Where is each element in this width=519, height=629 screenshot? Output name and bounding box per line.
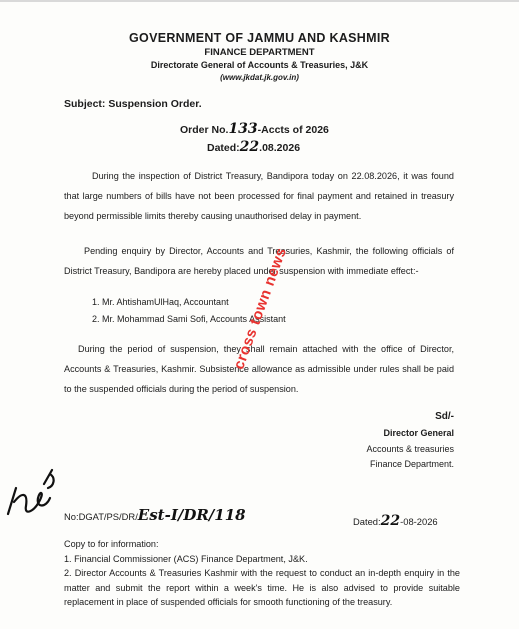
paragraph-attachment: During the period of suspension, they shall remain attached with the office of Director, Accounts & Treasuries, Kashmir. Subsistence allowance as admissible under rules shall be paid to the suspended officials during the period of suspension. xyxy=(64,344,454,394)
handwritten-dated-day: 22 xyxy=(380,513,401,529)
subject-line: Subject: Suspension Order. xyxy=(64,98,202,110)
reference-number: No:DGAT/PS/DR/Est-I/DR/118 xyxy=(64,506,246,524)
handwritten-order-day: 22 xyxy=(239,139,260,155)
copy-heading: Copy to for information: xyxy=(64,539,159,549)
signature-line-2: Accounts & treasuries xyxy=(366,444,454,454)
order-block xyxy=(180,121,380,157)
handwritten-order-number: 133 xyxy=(228,121,258,137)
list-item: 2. Mr. Mohammad Sami Sofi, Accounts Assistant xyxy=(92,314,286,324)
watermark-text: cross town news xyxy=(230,245,291,372)
department-heading: FINANCE DEPARTMENT xyxy=(204,47,315,58)
directorate-heading: Directorate General of Accounts & Treasuries, J&K xyxy=(150,60,369,70)
copy-item: 2. Director Accounts & Treasuries Kashmir with the request to conduct an in-depth enquiry in the matter and submit the report within a week's time. He is also advised to provide suitable replacement in place of suspended officials for smooth functioning of the treasury. xyxy=(64,568,460,607)
government-heading: GOVERNMENT OF JAMMU AND KASHMIR xyxy=(129,31,390,45)
signature-title: Director General xyxy=(383,428,454,438)
top-border xyxy=(0,0,519,2)
dated-bottom: Dated:22-08-2026 xyxy=(353,513,438,529)
order-number-line: Order No.133-Accts of 2026 xyxy=(180,121,329,137)
paragraph-suspension: Pending enquiry by Director, Accounts and Treasuries, Kashmir, the following officials of District Treasury, Bandipora are hereby placed under suspension with immediate effect:- xyxy=(64,246,454,276)
website-text: (www.jkdat.jk.gov.in) xyxy=(220,73,299,82)
copy-section xyxy=(64,537,460,610)
list-item: 1. Mr. AhtishamUlHaq, Accountant xyxy=(92,297,229,307)
signature-line-3: Finance Department. xyxy=(369,459,454,469)
order-date-line: Dated:22.08.2026 xyxy=(207,139,301,155)
copy-item: 1. Financial Commissioner (ACS) Finance Department, J&K. xyxy=(64,553,308,564)
paragraph-inspection: During the inspection of District Treasury, Bandipora today on 22.08.2026, it was found that large numbers of bills have not been processed for final payment and retained in treasury beyond permissible limits thereby causing unauthorised delay in payment. xyxy=(64,171,454,221)
handwritten-reference: Est-I/DR/118 xyxy=(137,506,246,524)
signature-sd: Sd/- xyxy=(435,411,454,422)
